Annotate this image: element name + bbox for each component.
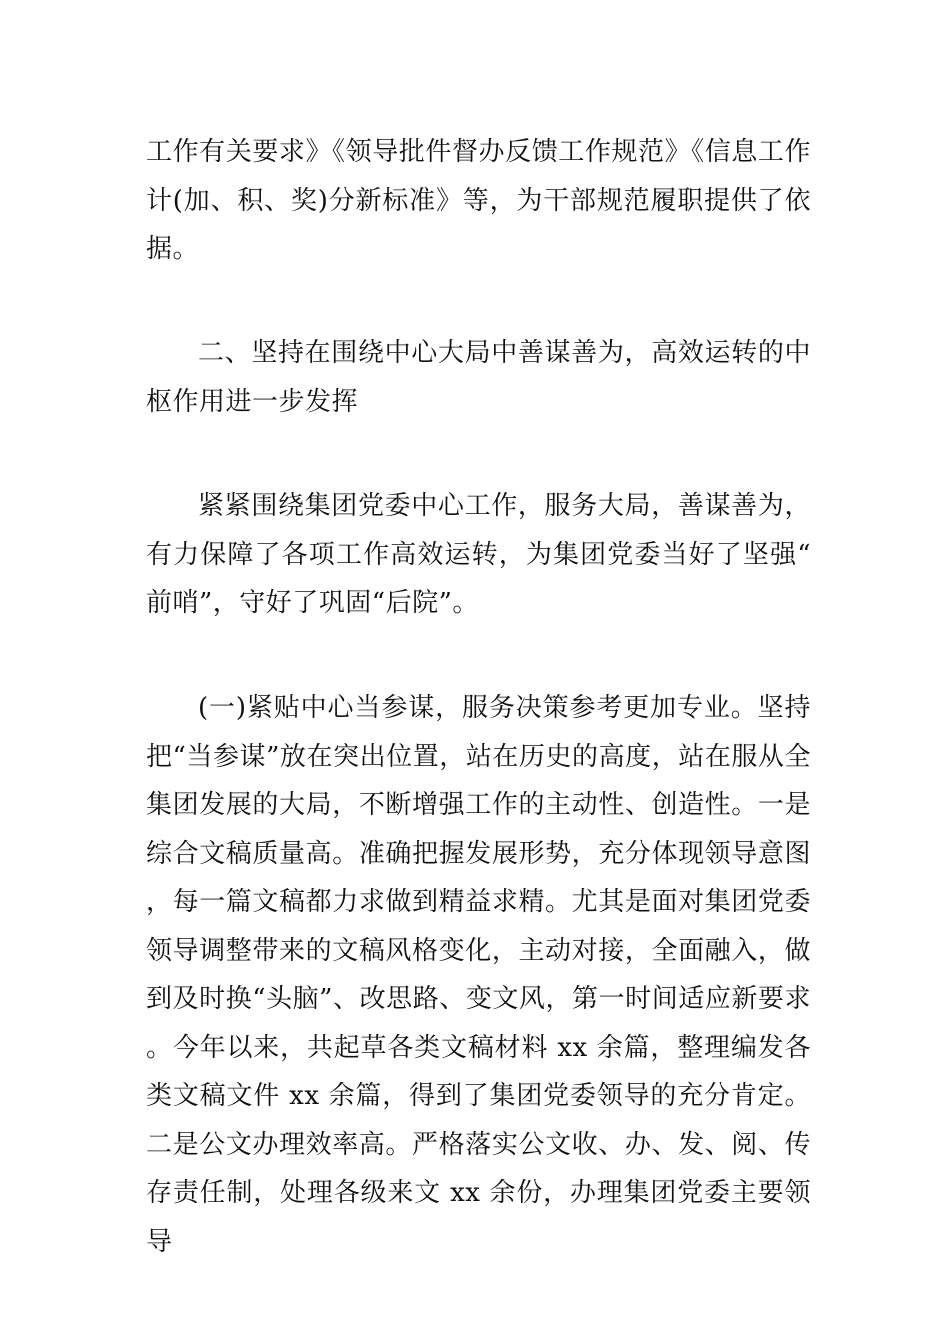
section-heading-two: 二、坚持在围绕中心大局中善谋善为，高效运转的中枢作用进一步发挥 xyxy=(146,338,811,417)
paragraph-section-two-summary: 紧紧围绕集团党委中心工作，服务大局，善谋善为，有力保障了各项工作高效运转，为集团党委当好了坚强“前哨”，守好了巩固“后院”。 xyxy=(146,491,811,618)
paragraph-subsection-one: (一)紧贴中心当参谋，服务决策参考更加专业。坚持把“当参谋”放在突出位置，站在历史的高度，站在服从全集团发展的大局，不断增强工作的主动性、创造性。一是综合文稿质量高。准确把握发展形势，充分体现领导意图，每一篇文稿都力求做到精益求精。尤其是面对集团党委领导调整带来的文稿风格变化，主动对接，全面融入，做到及时换“头脑”、改思路、变文风，第一时间适应新要求。今年以来，共起草各类文稿材料 xx 余篇，整理编发各类文稿文件 xx 余篇，得到了集团党委领导的充分肯定。二是公文办理效率高。严格落实公文收、办、发、阅、传存责任制，处理各级来文 xx 余份，办理集团党委主要领导 xyxy=(146,693,811,1257)
paragraph-continued-intro: 工作有关要求》《领导批件督办反馈工作规范》《信息工作计(加、积、奖)分新标准》等，为干部规范履职提供了依据。 xyxy=(146,137,811,264)
